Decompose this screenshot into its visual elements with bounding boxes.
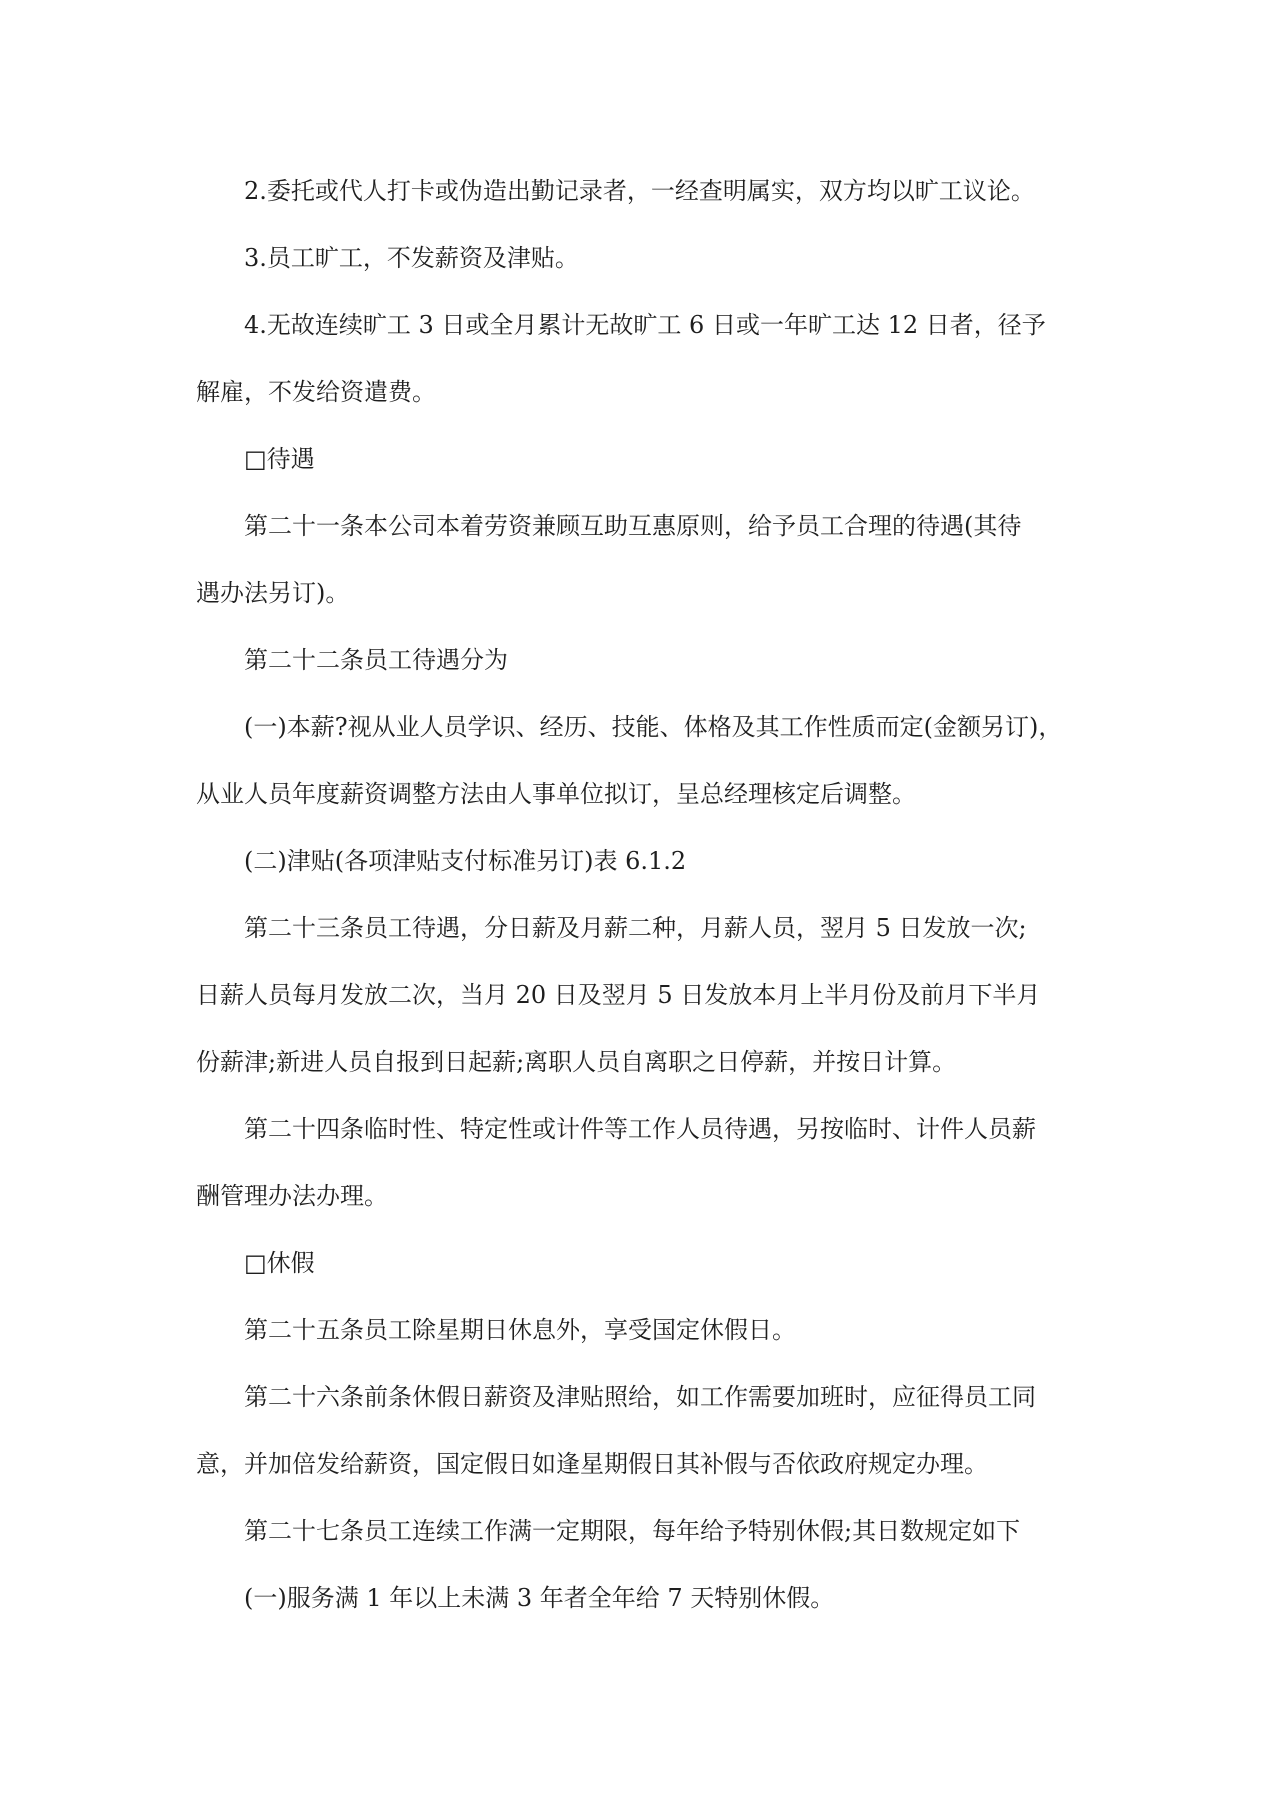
paragraph-line: 4.无故连续旷工 3 日或全月累计无故旷工 6 日或一年旷工达 12 日者，径予 (244, 311, 1046, 339)
paragraph-line: 遇办法另订)。 (196, 579, 350, 607)
paragraph-line: 第二十五条员工除星期日休息外，享受国定休假日。 (244, 1316, 796, 1344)
paragraph (196, 493, 1084, 627)
paragraph (196, 828, 1084, 895)
paragraph (196, 225, 1084, 292)
paragraph (196, 694, 1084, 828)
paragraph-line: 第二十七条员工连续工作满一定期限，每年给予特别休假;其日数规定如下 (244, 1517, 1021, 1545)
paragraph-line: 第二十六条前条休假日薪资及津贴照给，如工作需要加班时，应征得员工同 (244, 1383, 1036, 1411)
paragraph-line: (二)津贴(各项津贴支付标准另订)表 6.1.2 (244, 847, 687, 875)
section-heading-treatment: □待遇 (244, 445, 315, 473)
paragraph-line: 酬管理办法办理。 (196, 1182, 388, 1210)
paragraph-line: (一)服务满 1 年以上未满 3 年者全年给 7 天特别休假。 (244, 1584, 835, 1612)
paragraph (196, 1565, 1084, 1632)
paragraph (196, 627, 1084, 694)
paragraph-line: 第二十三条员工待遇，分日薪及月薪二种，月薪人员，翌月 5 日发放一次; (244, 914, 1027, 942)
section-heading-leave: □休假 (244, 1249, 315, 1277)
paragraph-line: 第二十二条员工待遇分为 (244, 646, 508, 674)
paragraph (196, 292, 1084, 426)
paragraph (196, 1297, 1084, 1364)
paragraph (196, 1364, 1084, 1498)
paragraph (196, 1498, 1084, 1565)
paragraph (196, 158, 1084, 225)
paragraph-line: 3.员工旷工，不发薪资及津贴。 (244, 244, 579, 272)
paragraph-line: 解雇，不发给资遣费。 (196, 378, 436, 406)
paragraph-line: 2.委托或代人打卡或伪造出勤记录者，一经查明属实，双方均以旷工议论。 (244, 177, 1035, 205)
paragraph (196, 895, 1084, 1096)
paragraph-line: 日薪人员每月发放二次，当月 20 日及翌月 5 日发放本月上半月份及前月下半月 (196, 981, 1041, 1009)
paragraph-line: 份薪津;新进人员自报到日起薪;离职人员自离职之日停薪，并按日计算。 (196, 1048, 957, 1076)
paragraph-line: 第二十一条本公司本着劳资兼顾互助互惠原则，给予员工合理的待遇(其待 (244, 512, 1022, 540)
paragraph (196, 1096, 1084, 1230)
paragraph-line: (一)本薪?视从业人员学识、经历、技能、体格及其工作性质而定(金额另订)， (244, 713, 1063, 741)
paragraph-line: 意，并加倍发给薪资，国定假日如逢星期假日其补假与否依政府规定办理。 (196, 1450, 988, 1478)
paragraph-line: 第二十四条临时性、特定性或计件等工作人员待遇，另按临时、计件人员薪 (244, 1115, 1036, 1143)
paragraph-line: 从业人员年度薪资调整方法由人事单位拟订，呈总经理核定后调整。 (196, 780, 916, 808)
